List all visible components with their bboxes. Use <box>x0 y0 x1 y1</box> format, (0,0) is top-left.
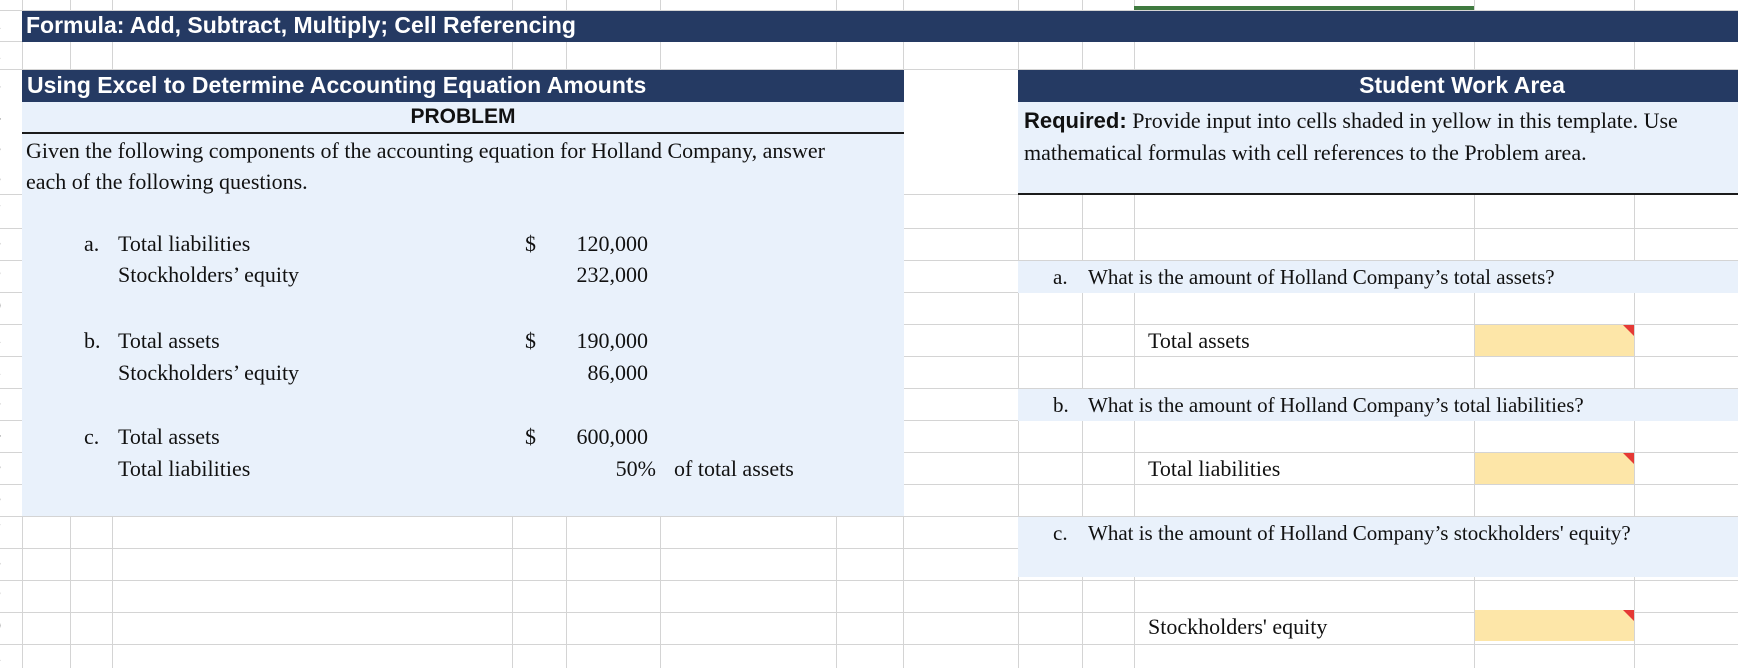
row-number[interactable] <box>0 330 12 348</box>
row-number[interactable] <box>0 203 12 221</box>
problem-subheader: PROBLEM <box>410 105 516 128</box>
comment-indicator-a[interactable] <box>1623 325 1634 336</box>
problem-header-text: Using Excel to Determine Accounting Equation Amounts <box>27 72 647 98</box>
row-number[interactable] <box>0 586 12 604</box>
comment-indicator-b[interactable] <box>1623 453 1634 464</box>
item-b-label1: Total assets <box>118 328 220 353</box>
row-number[interactable] <box>0 140 12 158</box>
required-label: Required: <box>1024 108 1127 133</box>
row-number[interactable] <box>0 618 12 636</box>
problem-header <box>22 70 904 102</box>
row-number[interactable] <box>0 554 12 572</box>
total-liabilities-input[interactable] <box>1475 453 1634 484</box>
item-a-currency: $ <box>525 231 536 256</box>
item-b-label2: Stockholders’ equity <box>118 360 300 385</box>
row-number[interactable] <box>0 490 12 508</box>
row-number[interactable] <box>0 458 12 476</box>
item-c-currency: $ <box>525 424 536 449</box>
required-line1 <box>1024 108 1678 134</box>
selected-cell-indicator <box>1134 6 1474 10</box>
question-b-text: What is the amount of Holland Company’s total liabilities? <box>1088 393 1584 417</box>
item-a-label2: Stockholders’ equity <box>118 262 300 287</box>
row-number[interactable] <box>0 362 12 380</box>
answer-b-label: Total liabilities <box>1148 456 1281 481</box>
row-number[interactable] <box>0 16 12 34</box>
item-b-currency: $ <box>525 328 536 353</box>
row-number[interactable] <box>0 77 12 95</box>
row-number[interactable] <box>0 170 12 188</box>
item-a-value1: 120,000 <box>576 231 648 256</box>
total-assets-input[interactable] <box>1475 325 1634 356</box>
item-b-value2: 86,000 <box>587 360 648 385</box>
question-c-text: What is the amount of Holland Company’s stockholders' equity? <box>1088 521 1631 545</box>
problem-body <box>22 102 904 516</box>
row-number[interactable] <box>0 394 12 412</box>
item-a-letter: a. <box>84 231 100 256</box>
row-number[interactable] <box>0 234 12 252</box>
item-c-letter: c. <box>84 424 100 449</box>
required-text: Provide input into cells shaded in yellow in this template. Use <box>1126 108 1678 133</box>
stockholders-equity-input[interactable] <box>1475 610 1634 641</box>
answer-a-label: Total assets <box>1148 328 1250 353</box>
problem-intro-line2: each of the following questions. <box>26 169 308 194</box>
row-number[interactable] <box>0 648 12 666</box>
question-a-letter: a. <box>1053 265 1068 289</box>
student-area-header <box>1018 70 1738 102</box>
item-c-label1: Total assets <box>118 424 220 449</box>
row-number[interactable] <box>0 522 12 540</box>
row-number[interactable] <box>0 46 12 64</box>
item-b-letter: b. <box>84 328 101 353</box>
item-a-value2: 232,000 <box>576 262 648 287</box>
row-number[interactable] <box>0 298 12 316</box>
row-number[interactable] <box>0 426 12 444</box>
item-c-label2: Total liabilities <box>118 456 251 481</box>
question-a-text: What is the amount of Holland Company’s total assets? <box>1088 265 1555 289</box>
comment-indicator-c[interactable] <box>1623 610 1634 621</box>
item-c-note2: of total assets <box>674 456 794 481</box>
required-block-rule <box>1018 193 1738 195</box>
title-bar <box>22 11 1738 42</box>
item-c-value2: 50% <box>615 456 656 481</box>
row-number[interactable] <box>0 109 12 127</box>
required-line2: mathematical formulas with cell references to the Problem area. <box>1024 140 1587 165</box>
question-b-letter: b. <box>1053 393 1069 417</box>
row-number[interactable] <box>0 266 12 284</box>
problem-subheader-rule <box>22 132 904 134</box>
item-a-label1: Total liabilities <box>118 231 251 256</box>
item-c-value1: 600,000 <box>576 424 648 449</box>
title-text: Formula: Add, Subtract, Multiply; Cell Referencing <box>26 12 576 38</box>
answer-c-label: Stockholders' equity <box>1148 614 1328 639</box>
item-b-value1: 190,000 <box>576 328 648 353</box>
student-area-header-text: Student Work Area <box>1359 72 1565 98</box>
question-c-letter: c. <box>1053 521 1068 545</box>
problem-intro-line1: Given the following components of the accounting equation for Holland Company, answer <box>26 138 825 163</box>
